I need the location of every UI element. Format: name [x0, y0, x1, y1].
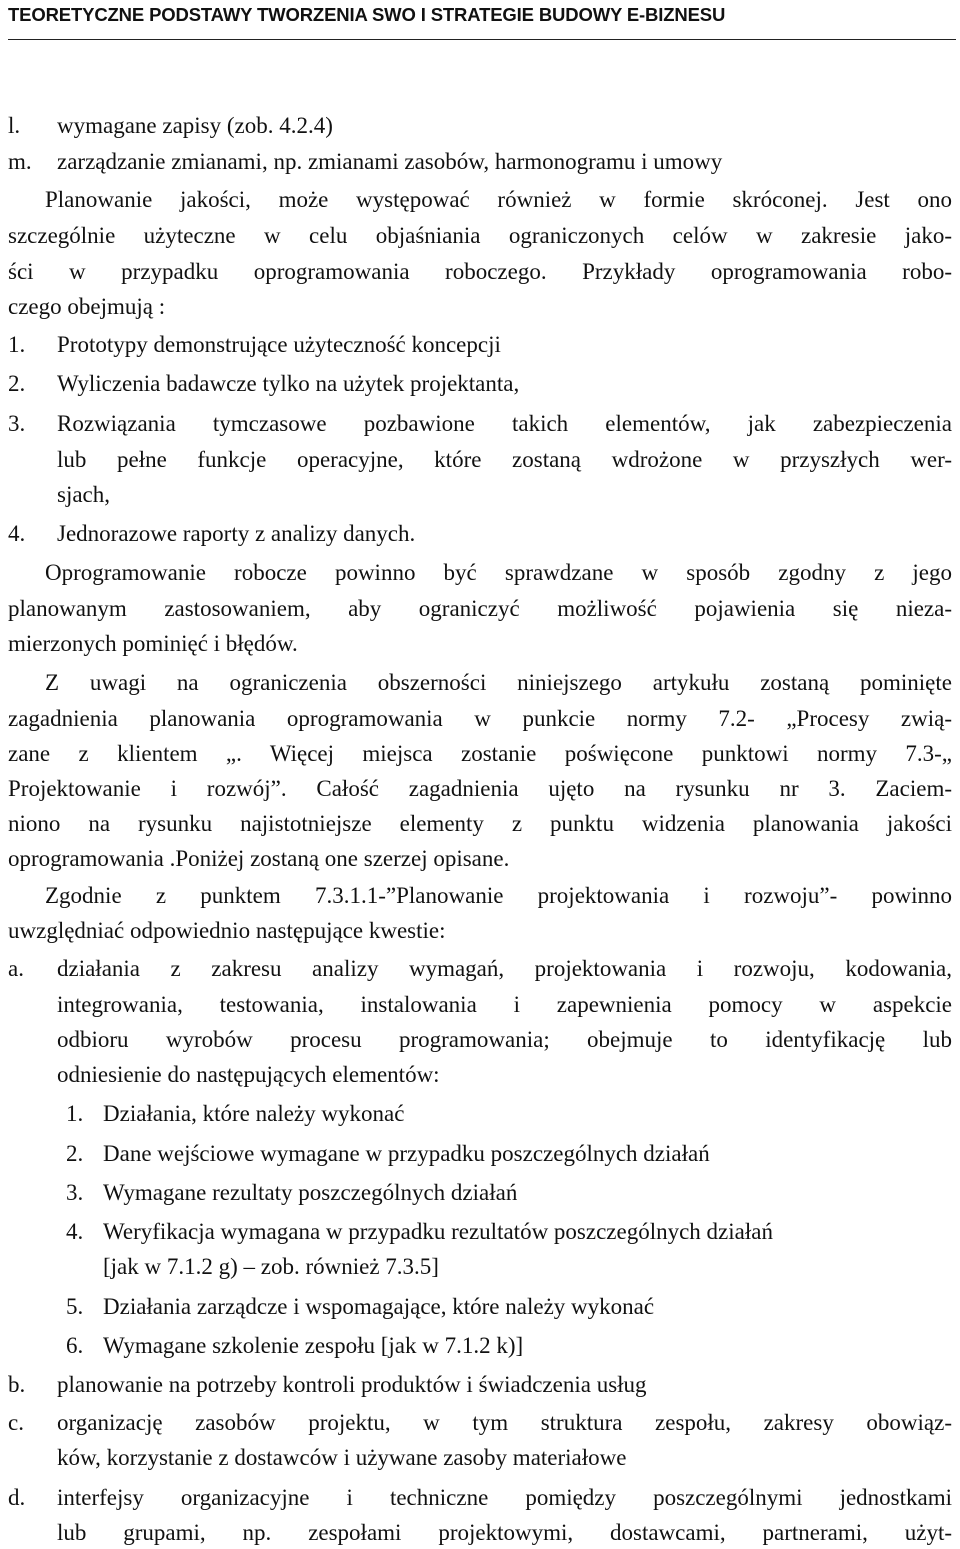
- paragraph-line: oprogramowania .Poniżej zostaną one szerzej opisane.: [8, 846, 510, 871]
- list-marker: a.: [8, 956, 24, 981]
- paragraph-line: zane z klientem „. Więcej miejsca zostanie poświęcone punktowi normy 7.3-„: [8, 741, 952, 766]
- sublist-marker: 3.: [66, 1180, 84, 1205]
- paragraph-line: uwzględniać odpowiednio następujące kwestie:: [8, 918, 446, 943]
- list-item-text: odniesienie do następujących elementów:: [57, 1062, 440, 1087]
- list-item-text: planowanie na potrzeby kontroli produktów i świadczenia usług: [57, 1372, 647, 1397]
- paragraph-line: Oprogramowanie robocze powinno być sprawdzane w sposób zgodny z jego: [45, 560, 952, 585]
- list-marker: d.: [8, 1485, 26, 1510]
- paragraph-line: mierzonych pominięć i błędów.: [8, 631, 298, 656]
- paragraph-line: czego obejmują :: [8, 294, 166, 319]
- sublist-marker: 5.: [66, 1294, 84, 1319]
- list-marker: c.: [8, 1410, 24, 1435]
- list-item-text: działania z zakresu analizy wymagań, projektowania i rozwoju, kodowania,: [57, 956, 952, 981]
- sublist-item-text: Dane wejściowe wymagane w przypadku poszczególnych działań: [103, 1141, 710, 1166]
- sublist-item-text: Wymagane szkolenie zespołu [jak w 7.1.2 k)]: [103, 1333, 524, 1358]
- paragraph-line: szczególnie użyteczne w celu objaśniania ograniczonych celów w zakresie jako-: [8, 223, 952, 248]
- sublist-item-text: Weryfikacja wymagana w przypadku rezultatów poszczególnych działań: [103, 1219, 773, 1244]
- running-header: TEORETYCZNE PODSTAWY TWORZENIA SWO I STRATEGIE BUDOWY E-BIZNESU: [8, 4, 726, 25]
- sublist-item-text: Działania zarządcze i wspomagające, które należy wykonać: [103, 1294, 655, 1319]
- paragraph-line: niono na rysunku najistotniejsze elementy z punktu widzenia planowania jakości: [8, 811, 952, 836]
- list-item-text: organizację zasobów projektu, w tym struktura zespołu, zakresy obowiąz-: [57, 1410, 952, 1435]
- header-rule: [8, 39, 956, 40]
- paragraph-line: Zgodnie z punktem 7.3.1.1-”Planowanie projektowania i rozwoju”- powinno: [45, 883, 952, 908]
- list-marker: 4.: [8, 521, 26, 546]
- list-marker: l.: [8, 113, 21, 138]
- paragraph-line: Projektowanie i rozwój”. Całość zagadnienia ujęto na rysunku nr 3. Zaciem-: [8, 776, 952, 801]
- list-marker: b.: [8, 1372, 26, 1397]
- list-item-text: interfejsy organizacyjne i techniczne pomiędzy poszczególnymi jednostkami: [57, 1485, 952, 1510]
- list-item-text: Prototypy demonstrujące użyteczność koncepcji: [57, 332, 501, 357]
- paragraph-line: Z uwagi na ograniczenia obszerności niniejszego artykułu zostaną pominięte: [45, 670, 952, 695]
- list-item-text: zarządzanie zmianami, np. zmianami zasobów, harmonogramu i umowy: [57, 149, 723, 174]
- list-item-text: sjach,: [57, 482, 111, 507]
- list-marker: 2.: [8, 371, 26, 396]
- paragraph-line: zagadnienia planowania oprogramowania w punkcie normy 7.2- „Procesy zwią-: [8, 706, 952, 731]
- paragraph-line: ści w przypadku oprogramowania roboczego. Przykłady oprogramowania robo-: [8, 259, 952, 284]
- sublist-marker: 4.: [66, 1219, 84, 1244]
- sublist-item-text: [jak w 7.1.2 g) – zob. również 7.3.5]: [103, 1254, 439, 1279]
- list-item-text: Jednorazowe raporty z analizy danych.: [57, 521, 416, 546]
- sublist-marker: 2.: [66, 1141, 84, 1166]
- list-marker: m.: [8, 149, 32, 174]
- list-item-text: ków, korzystanie z dostawców i używane zasoby materiałowe: [57, 1445, 627, 1470]
- sublist-marker: 1.: [66, 1101, 84, 1126]
- sublist-item-text: Wymagane rezultaty poszczególnych działań: [103, 1180, 518, 1205]
- list-item-text: lub grupami, np. zespołami projektowymi, dostawcami, partnerami, użyt-: [57, 1520, 952, 1545]
- paragraph-line: planowanym zastosowaniem, aby ograniczyć możliwość pojawienia się nieza-: [8, 596, 952, 621]
- sublist-item-text: Działania, które należy wykonać: [103, 1101, 405, 1126]
- list-item-text: Wyliczenia badawcze tylko na użytek projektanta,: [57, 371, 520, 396]
- list-marker: 1.: [8, 332, 26, 357]
- sublist-marker: 6.: [66, 1333, 84, 1358]
- list-item-text: integrowania, testowania, instalowania i zapewnienia pomocy w aspekcie: [57, 992, 952, 1017]
- list-item-text: lub pełne funkcje operacyjne, które zostaną wdrożone w przyszłych wer-: [57, 447, 952, 472]
- list-marker: 3.: [8, 411, 26, 436]
- list-item-text: wymagane zapisy (zob. 4.2.4): [57, 113, 333, 138]
- list-item-text: Rozwiązania tymczasowe pozbawione takich elementów, jak zabezpieczenia: [57, 411, 952, 436]
- list-item-text: odbioru wyrobów procesu programowania; obejmuje to identyfikację lub: [57, 1027, 952, 1052]
- paragraph-line: Planowanie jakości, może występować również w formie skróconej. Jest ono: [45, 187, 952, 212]
